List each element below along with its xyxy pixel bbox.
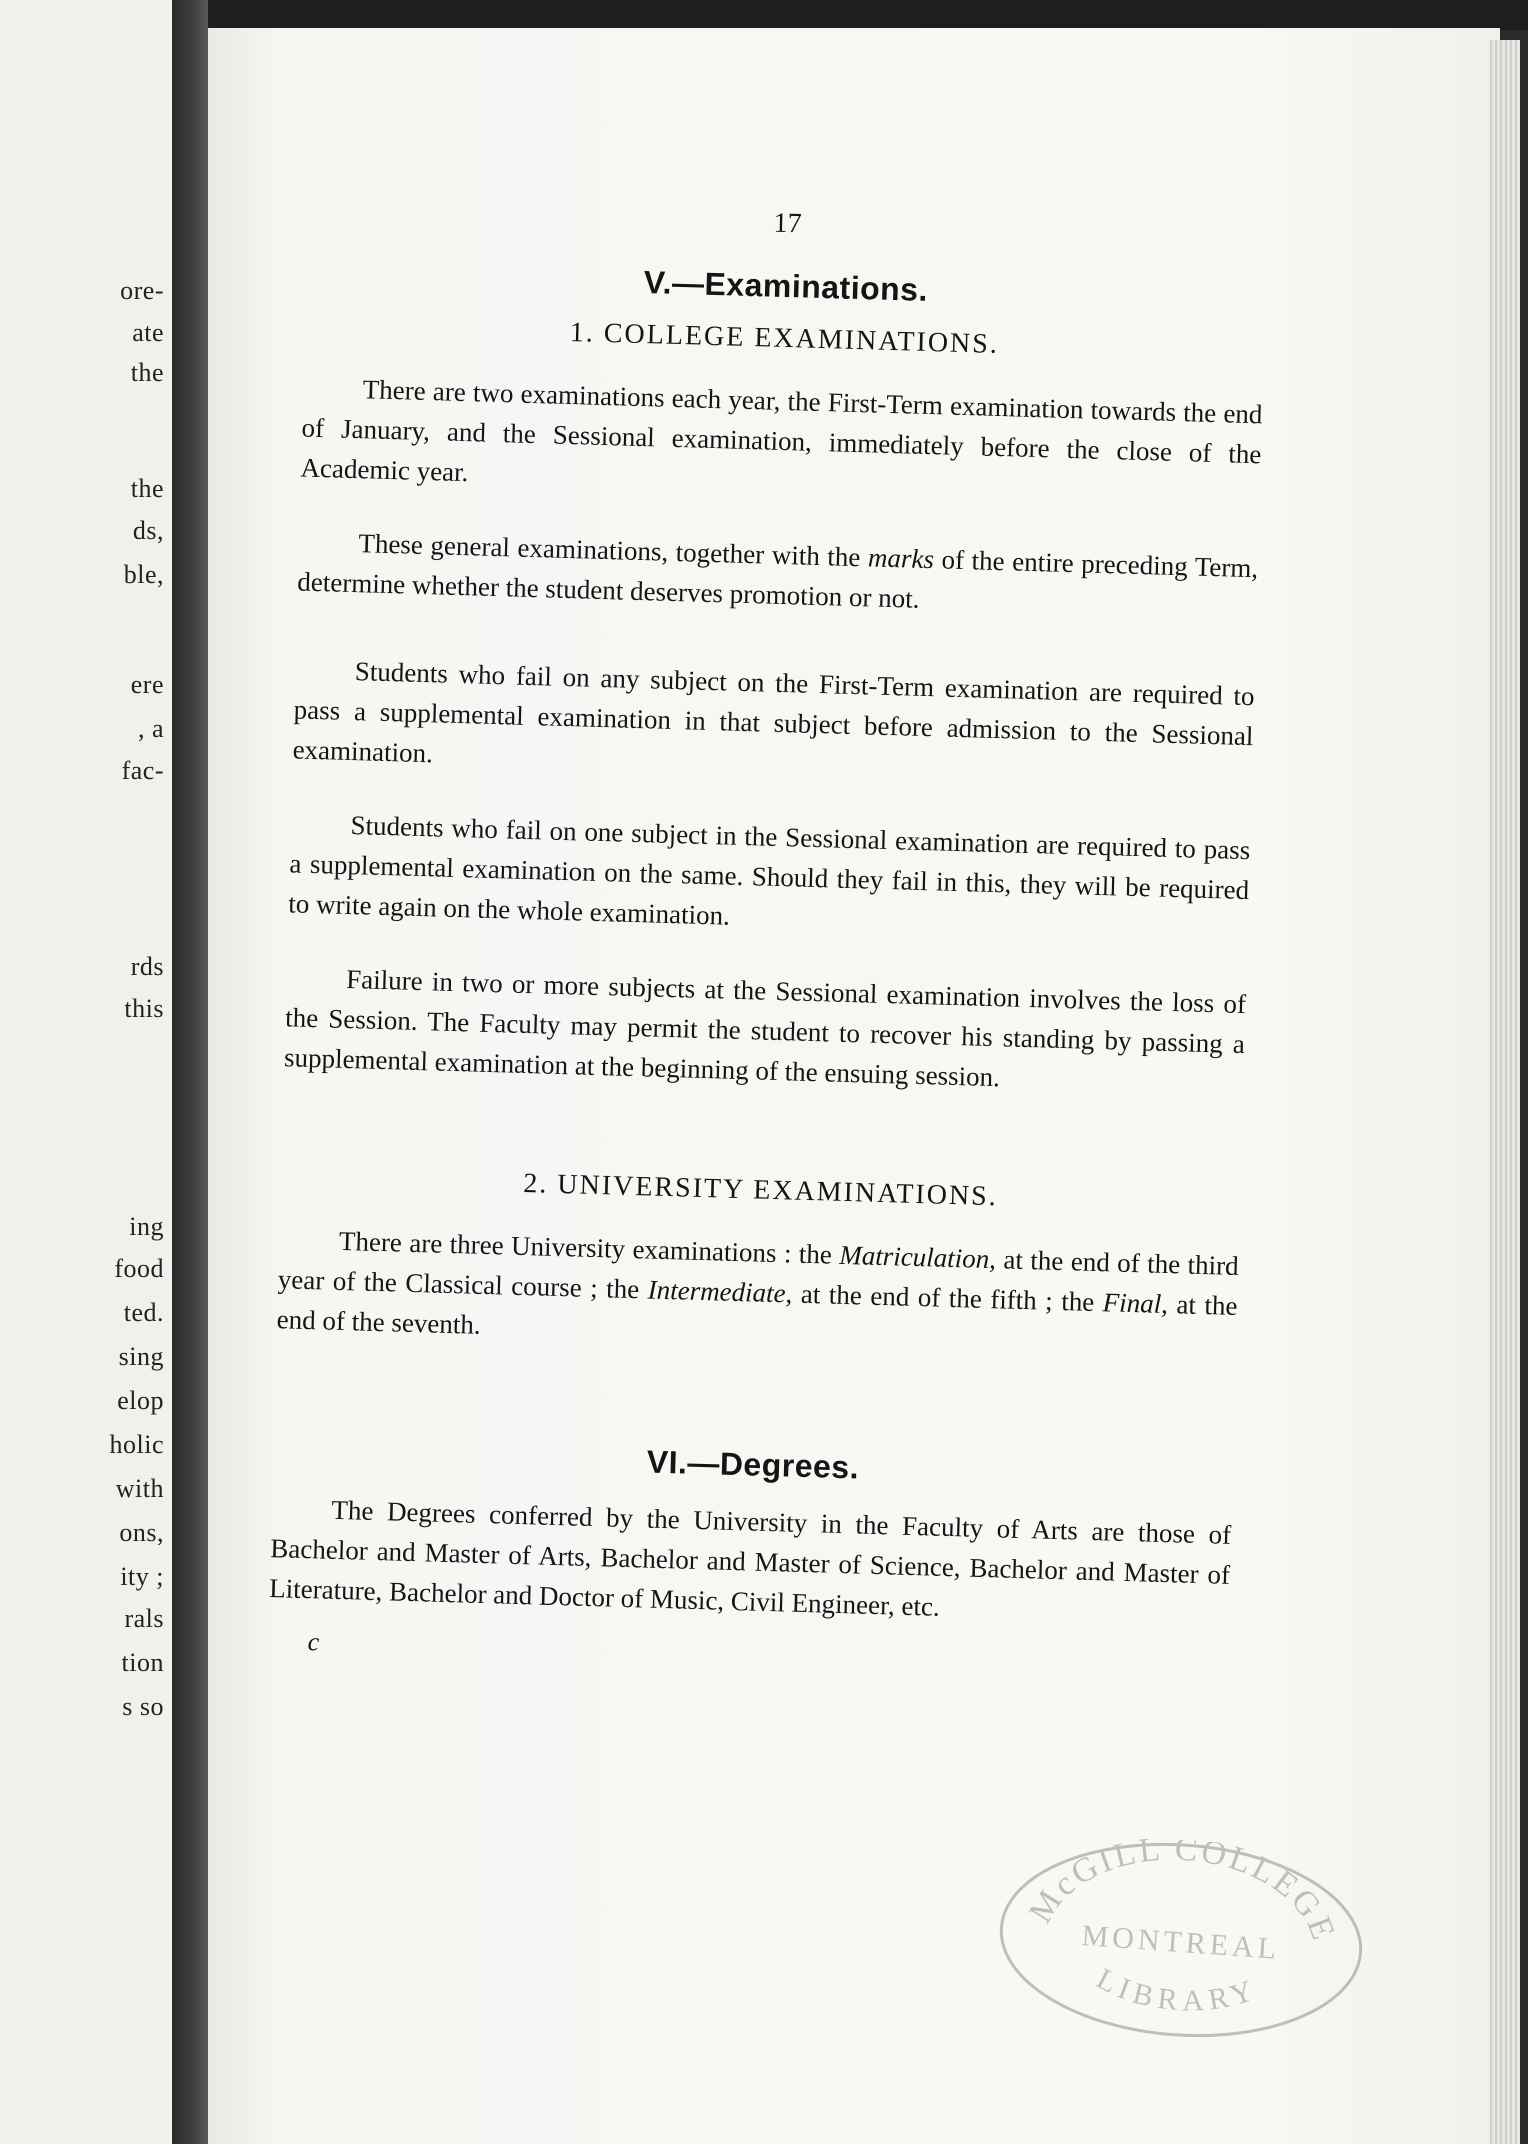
paragraph-text: at the end of the fifth ; the: [791, 1278, 1104, 1318]
paragraph-text: Students who fail on any subject on the First-Term examination are required to pass a supplemental examination in that subject before admission to the Sessional examination.: [292, 656, 1255, 769]
emphasis-text: Matriculation,: [838, 1239, 997, 1275]
left-fragment: ble,: [123, 560, 164, 589]
paragraph-text: There are three University examinations : the: [338, 1225, 840, 1270]
left-fragment: tion: [121, 1648, 164, 1677]
left-fragment: s so: [122, 1692, 164, 1721]
left-page: [0, 0, 172, 2144]
emphasis-text: Final,: [1102, 1287, 1169, 1320]
emphasis-text: marks: [867, 542, 935, 575]
paragraph-text: Students who fail on one subject in the Sessional examination are required to pass a supplemental examination on the same. Should they fail in this, they will be required to write again on the whole examination.: [287, 810, 1251, 931]
left-fragment: the: [130, 358, 164, 387]
stamp-bottom-text: LIBRARY: [1091, 1962, 1263, 2018]
library-stamp: [989, 1827, 1372, 2052]
left-fragment: with: [115, 1474, 164, 1503]
left-fragment: ted.: [123, 1298, 164, 1327]
paragraph: [292, 649, 1255, 796]
paragraph: [284, 957, 1247, 1104]
left-fragment: food: [114, 1254, 164, 1283]
paragraph-text: These general examinations, together with the: [358, 528, 869, 573]
left-fragment: holic: [109, 1430, 164, 1459]
paragraph: [288, 803, 1251, 950]
paragraph-text: of the entire preceding Term, determine whether the student deserves promotion or not.: [296, 544, 1259, 614]
paragraph: [297, 521, 1259, 628]
paragraph-text: Failure in two or more subjects at the Sessional examination involves the loss of the Session. The Faculty may permit the student to recover his standing by passing a supplemental examination at the beginning of the ensuing session.: [283, 963, 1247, 1093]
left-fragment: rals: [124, 1604, 164, 1633]
left-fragment: the: [130, 474, 164, 503]
paragraph: [300, 368, 1263, 515]
left-fragment: ing: [129, 1212, 164, 1241]
paragraph-text: at the end of the seventh.: [276, 1289, 1238, 1340]
page-content: [267, 195, 1267, 1683]
left-fragment: , a: [137, 714, 164, 743]
page-edges: [1490, 40, 1520, 2144]
subheading-university-examinations: 2. UNIVERSITY EXAMINATIONS.: [522, 1167, 999, 1213]
paragraph-text: at the end of the third year of the Classical course ; the: [277, 1244, 1240, 1305]
left-fragment: ore-: [120, 276, 164, 305]
section-heading-degrees: VI.—Degrees.: [646, 1443, 860, 1486]
top-edge: [0, 0, 1528, 30]
subheading-college-examinations: 1. COLLEGE EXAMINATIONS.: [569, 316, 1000, 360]
left-fragment: elop: [117, 1386, 164, 1415]
signature-mark: c: [307, 1627, 320, 1657]
paragraph: [276, 1219, 1239, 1366]
left-fragment: ere: [130, 670, 164, 699]
paragraph-text: The Degrees conferred by the University in the Faculty of Arts are those of Bachelor and Master of Arts, Bachelor and Master of Science, Bachelor and Master of Literature, Bachelor and Doctor of Music, Civil Engineer, etc.: [268, 1494, 1232, 1622]
left-fragment: ds,: [132, 516, 164, 545]
left-fragment: ate: [132, 318, 164, 347]
left-fragment: rds: [130, 952, 164, 981]
left-fragment: ity ;: [120, 1562, 164, 1591]
section-heading-examinations: V.—Examinations.: [643, 264, 929, 308]
right-page: [208, 28, 1500, 2144]
left-fragment: this: [124, 994, 164, 1023]
emphasis-text: Intermediate,: [647, 1274, 793, 1309]
left-fragment: ons,: [119, 1518, 164, 1547]
left-fragment: fac-: [121, 756, 164, 785]
stamp-middle-text: MONTREAL: [1080, 1919, 1282, 1966]
left-fragment: sing: [118, 1342, 164, 1371]
paragraph: [269, 1488, 1232, 1635]
book-spine: [172, 0, 208, 2144]
paragraph-text: There are two examinations each year, the First-Term examination towards the end of January, and the Sessional examination, immediately before the close of the Academic year.: [300, 374, 1263, 488]
page-number: 17: [773, 207, 802, 240]
stamp-top-text: McGILL COLLEGE: [1022, 1830, 1343, 1948]
